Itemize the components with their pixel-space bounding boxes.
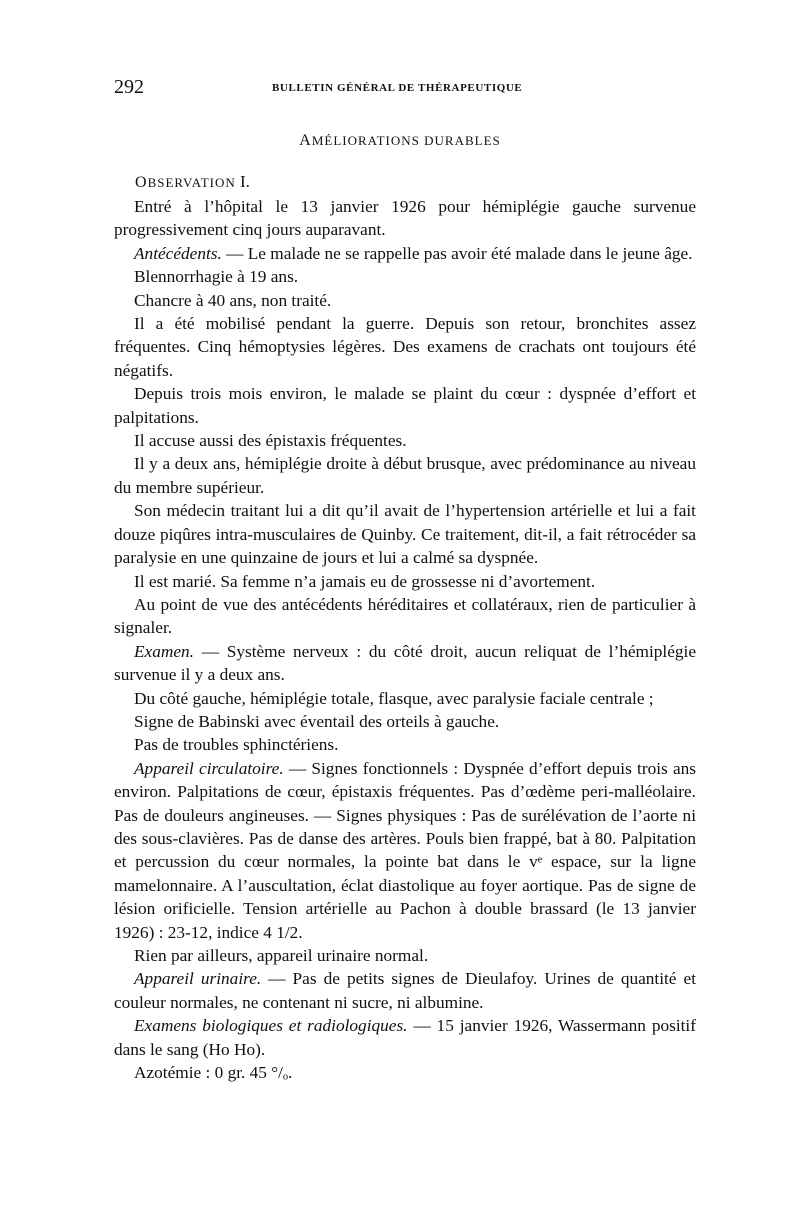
paragraph	[114, 242, 696, 265]
paragraph	[114, 452, 696, 499]
paragraph-text: Azotémie : 0 gr. 45 °/ₒ.	[134, 1063, 293, 1083]
paragraph	[114, 757, 696, 944]
paragraph-text: Entré à l’hôpital le 13 janvier 1926 pour hémiplégie gauche survenue progressivement cinq jours auparavant.	[114, 197, 696, 240]
paragraph-text: Depuis trois mois environ, le malade se plaint du cœur : dyspnée d’effort et palpitations.	[114, 384, 696, 427]
paragraph-text: Il accuse aussi des épistaxis fréquentes.	[134, 431, 407, 451]
paragraph	[114, 687, 696, 710]
observation-title	[135, 172, 250, 192]
paragraph-label: Examen.	[134, 641, 194, 661]
paragraph	[114, 733, 696, 756]
paragraph-text: — Signes fonctionnels : Dyspnée d’effort depuis trois ans environ. Palpitations de cœur, épistaxis fréquentes. Pas d’œdème peri-malléolaire. Pas de douleurs angineuses. — Signes physiques : Pas de surélévation de l’aorte ni des sous-clavières. Pas de danse des artères. Pouls bien frappé, bat à 80. Palpitation et percussion du cœur normales, la pointe bat dans le vᵉ espace, sur la ligne mamelonnaire. A l’auscultation, éclat diastolique au foyer aortique. Pas de signe de lésion orificielle. Tension artérielle au Pachon à double brassard (le 13 janvier 1926) : 23-12, indice 4 1/2.	[114, 758, 697, 942]
paragraph	[114, 499, 696, 569]
paragraph-text: Il est marié. Sa femme n’a jamais eu de grossesse ni d’avortement.	[134, 571, 596, 591]
paragraph	[114, 382, 696, 429]
paragraph	[114, 195, 696, 242]
paragraph-text: Il y a deux ans, hémiplégie droite à début brusque, avec prédominance au niveau du membre supérieur.	[114, 454, 696, 497]
paragraph-text: — 15 janvier 1926, Wassermann positif dans le sang (Ho Ho).	[114, 1016, 696, 1059]
observation-number: I.	[240, 172, 250, 191]
paragraph	[114, 1061, 696, 1084]
paragraph	[114, 593, 696, 640]
section-title	[0, 132, 800, 150]
paragraph-text: Au point de vue des antécédents héréditaires et collatéraux, rien de particulier à signaler.	[114, 594, 696, 638]
paragraph-label: Antécédents.	[134, 243, 222, 263]
paragraph-label: Appareil urinaire.	[134, 969, 262, 989]
paragraph	[114, 429, 696, 452]
paragraph	[114, 570, 696, 593]
paragraph-text: Blennorrhagie à 19 ans.	[134, 267, 299, 287]
running-head: BULLETIN GÉNÉRAL DE THÉRAPEUTIQUE	[272, 82, 523, 94]
paragraph-text: Chancre à 40 ans, non traité.	[134, 290, 332, 310]
paragraph	[114, 312, 696, 382]
paragraph-text: Rien par ailleurs, appareil urinaire normal.	[134, 946, 429, 965]
paragraph-text: Il a été mobilisé pendant la guerre. Depuis son retour, bronchites assez fréquentes. Cinq hémoptysies légères. Des examens de crachats ont toujours été négatifs.	[114, 314, 696, 380]
section-title-initial: A	[299, 132, 312, 149]
paragraph-text: Pas de troubles sphinctériens.	[134, 735, 339, 755]
paragraph	[114, 265, 696, 288]
observation-title-rest: BSERVATION	[147, 175, 236, 190]
paragraph	[114, 1014, 696, 1061]
section-title-rest: MÉLIORATIONS DURABLES	[311, 133, 501, 148]
observation-title-initial: O	[135, 174, 148, 191]
paragraph-label: Examens biologiques et radiologiques.	[134, 1016, 408, 1036]
paragraph	[114, 289, 696, 312]
paragraph-text: — Système nerveux : du côté droit, aucun reliquat de l’hémiplégie survenue il y a deux ans.	[114, 641, 696, 685]
paragraph-text: — Pas de petits signes de Dieulafoy. Urines de quantité et couleur normales, ne contenant ni sucre, ni albumine.	[114, 969, 696, 1012]
paragraph-text: Du côté gauche, hémiplégie totale, flasque, avec paralysie faciale centrale ;	[134, 688, 654, 708]
paragraph	[114, 640, 696, 687]
paragraph	[114, 710, 696, 733]
page-header	[114, 76, 694, 100]
paragraph-label: Appareil circulatoire.	[134, 758, 284, 778]
paragraph-text: — Le malade ne se rappelle pas avoir été malade dans le jeune âge.	[221, 243, 693, 263]
paragraph	[114, 967, 696, 1014]
page-number: 292	[114, 76, 144, 98]
body-text	[114, 195, 696, 1084]
paragraph	[114, 944, 696, 967]
paragraph-text: Son médecin traitant lui a dit qu’il avait de l’hypertension artérielle et lui a fait douze piqûres intra-musculaires de Quinby. Ce traitement, dit-il, a fait rétrocéder sa paralysie en une quinzaine de jours et lui a calmé sa dyspnée.	[114, 501, 696, 568]
paragraph-text: Signe de Babinski avec éventail des orteils à gauche.	[134, 711, 500, 731]
